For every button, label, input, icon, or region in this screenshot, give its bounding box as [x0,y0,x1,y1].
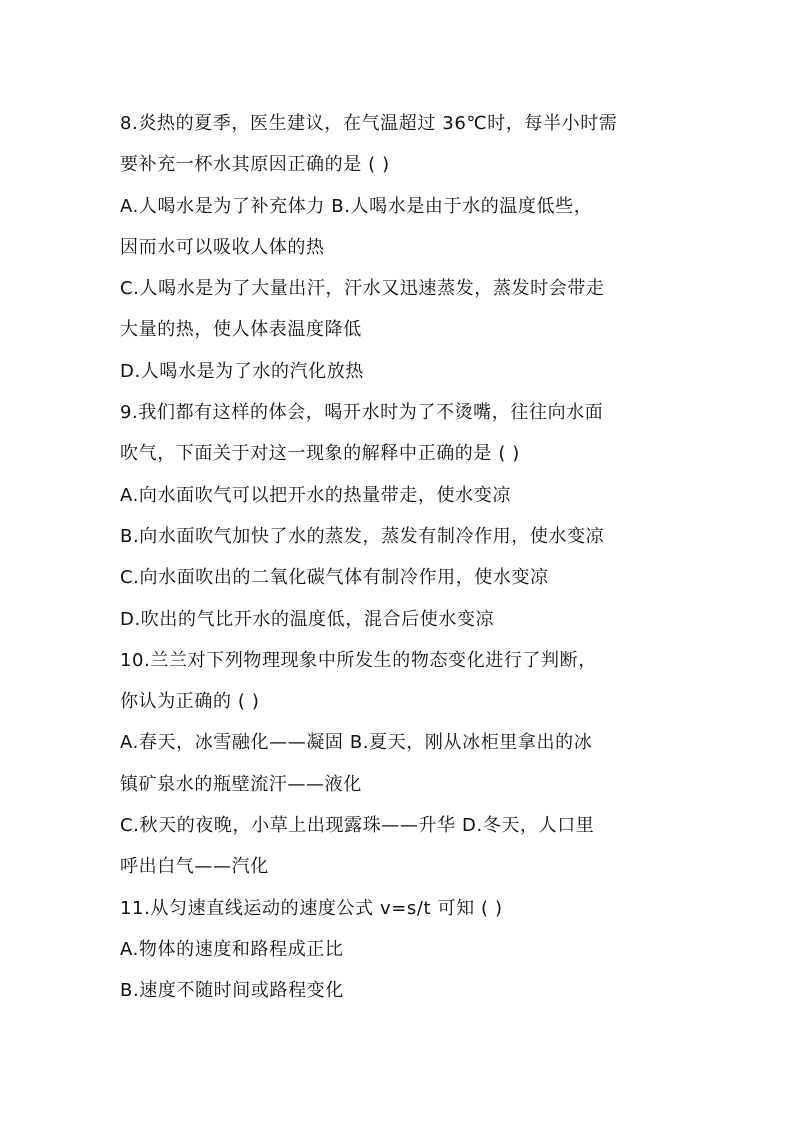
q10-option-c-d-line-1: C.秋天的夜晚，小草上出现露珠——升华 D.冬天，人口里 [120,815,595,837]
q11-option-b: B.速度不随时间或路程变化 [120,980,344,1002]
question-text-block [120,103,680,1012]
q8-option-a-b-line-1: A.人喝水是为了补充体力 B.人喝水是由于水的温度低些， [120,195,593,217]
q9-stem-line-1: 9.我们都有这样的体会，喝开水时为了不烫嘴，往往向水面 [120,402,604,424]
q11-option-a: A.物体的速度和路程成正比 [120,938,344,960]
q9-stem-line-2: 吹气，下面关于对这一现象的解释中正确的是 ( ) [120,443,520,465]
q8-stem-line-2: 要补充一杯水其原因正确的是 ( ) [120,154,390,176]
q8-option-c-line-2: 大量的热，使人体表温度降低 [120,319,362,341]
q8-option-b-line-2: 因而水可以吸收人体的热 [120,236,325,258]
q9-option-d: D.吹出的气比开水的温度低，混合后使水变凉 [120,608,495,630]
q10-option-d-line-2: 呼出白气——汽化 [120,856,269,878]
q9-option-c: C.向水面吹出的二氧化碳气体有制冷作用，使水变凉 [120,567,549,589]
q10-option-b-line-2: 镇矿泉水的瓶壁流汗——液化 [120,773,362,795]
q9-option-a: A.向水面吹气可以把开水的热量带走，使水变凉 [120,484,511,506]
q8-option-c-line-1: C.人喝水是为了大量出汗，汗水又迅速蒸发，蒸发时会带走 [120,278,605,300]
q8-stem-line-1: 8.炎热的夏季，医生建议，在气温超过 36℃时，每半小时需 [120,113,618,134]
q9-option-b: B.向水面吹气加快了水的蒸发，蒸发有制冷作用，使水变凉 [120,525,605,547]
q10-option-a-b-line-1: A.春天，冰雪融化——凝固 B.夏天，刚从冰柜里拿出的冰 [120,732,593,754]
q11-stem: 11.从匀速直线运动的速度公式 v=s/t 可知 ( ) [120,897,503,919]
q10-stem-line-2: 你认为正确的 ( ) [120,691,260,713]
q8-option-d: D.人喝水是为了水的汽化放热 [120,360,364,382]
q10-stem-line-1: 10.兰兰对下列物理现象中所发生的物态变化进行了判断， [120,649,597,671]
